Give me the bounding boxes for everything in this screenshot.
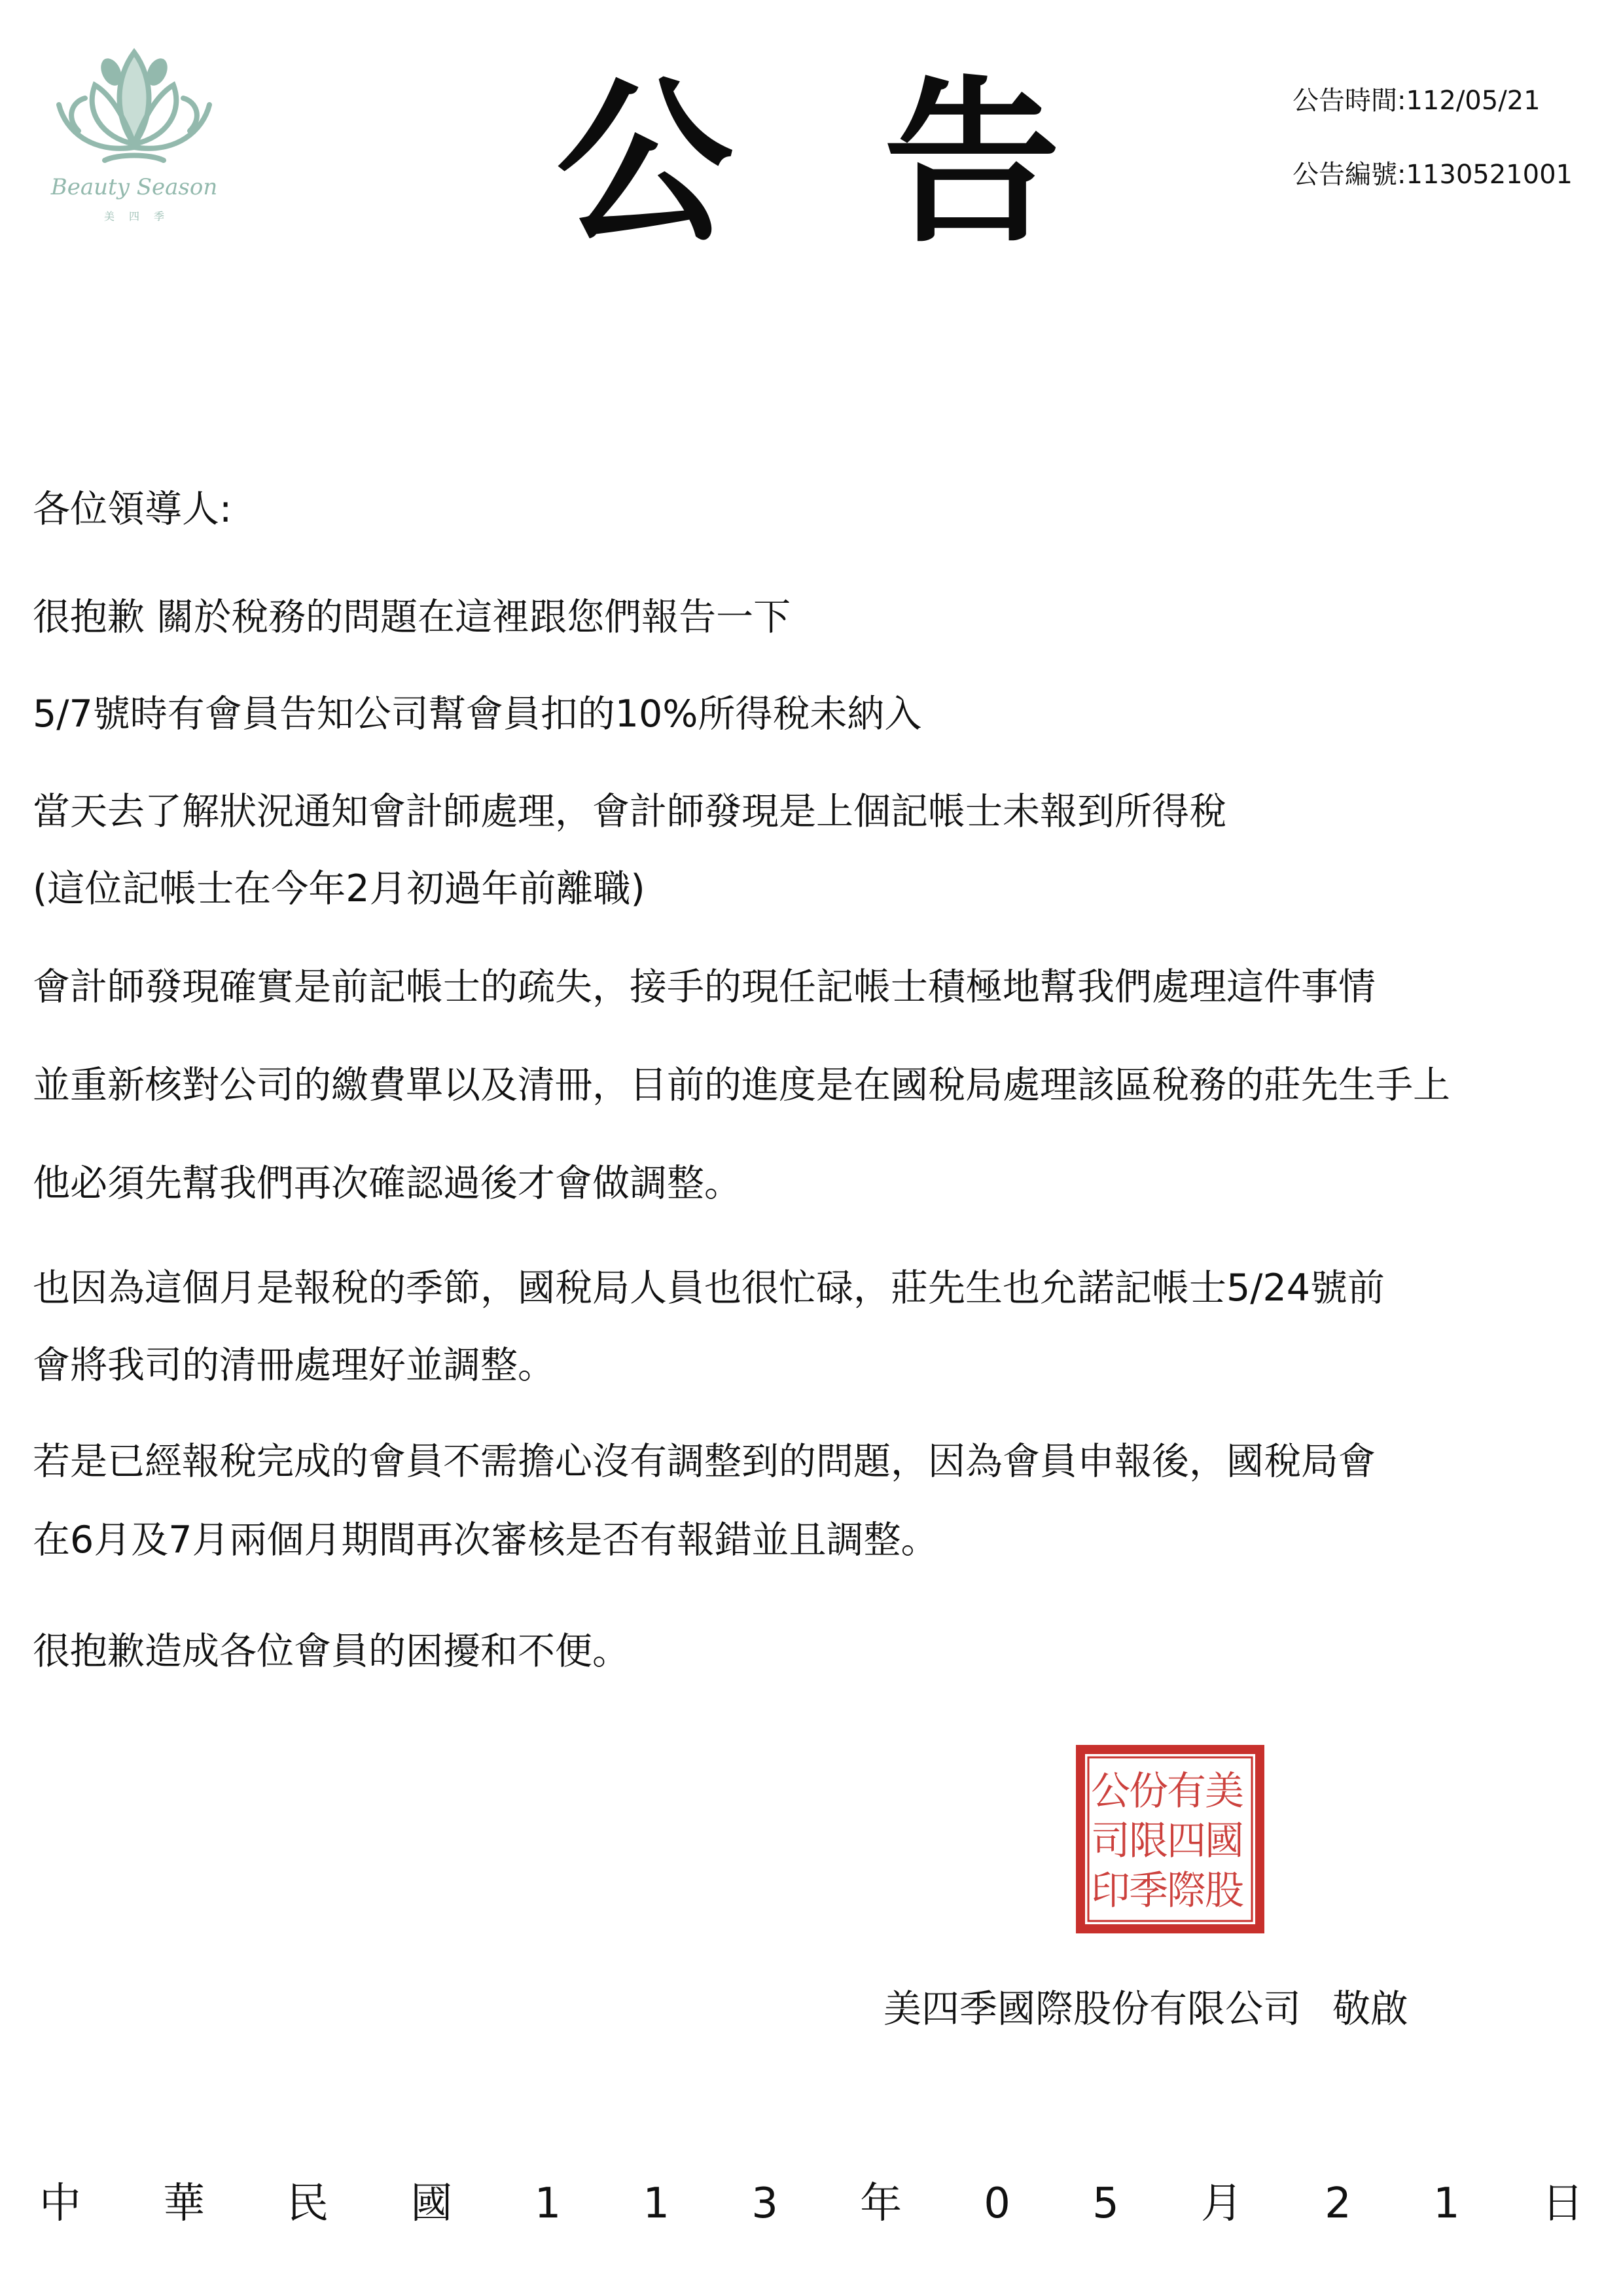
logo-brand-cn: 美四季	[103, 210, 179, 223]
date-char: 2	[1325, 2179, 1351, 2228]
logo-brand-en: Beauty Season	[50, 174, 218, 200]
date-char: 0	[984, 2179, 1010, 2228]
lotus-icon	[39, 39, 229, 170]
body-line: 5/7號時有會員告知公司幫會員扣的10%所得稅未納入	[33, 692, 922, 736]
date-char: 3	[751, 2179, 778, 2228]
title-char-gao: 告	[883, 60, 1060, 266]
body-line: (這位記帳士在今年2月初過年前離職)	[33, 867, 645, 910]
date-char: 5	[1092, 2179, 1119, 2228]
company-seal	[1075, 1744, 1265, 1934]
date-char: 年	[860, 2179, 902, 2228]
company-name: 美四季國際股份有限公司	[883, 1986, 1302, 2031]
body-line: 當天去了解狀況通知會計師處理，會計師發現是上個記帳士未報到所得稅	[33, 790, 1226, 833]
body-line: 若是已經報稅完成的會員不需擔心沒有調整到的問題，因為會員申報後，國稅局會	[33, 1440, 1376, 1483]
body-line: 很抱歉造成各位會員的困擾和不便。	[33, 1630, 630, 1673]
seal-glyph: 限	[1129, 1818, 1168, 1864]
brand-logo	[39, 39, 229, 223]
seal-glyph: 國	[1205, 1818, 1244, 1864]
seal-glyph: 印	[1091, 1868, 1130, 1914]
body-line: 會計師發現確實是前記帳士的疏失，接手的現任記帳士積極地幫我們處理這件事情	[33, 965, 1376, 1009]
body-line: 很抱歉 關於稅務的問題在這裡跟您們報告一下	[33, 596, 791, 639]
roc-date	[39, 2179, 1584, 2235]
body-line: 他必須先幫我們再次確認過後才會做調整。	[33, 1162, 741, 1205]
body-line: 在6月及7月兩個月期間再次審核是否有報錯並且調整。	[33, 1518, 938, 1562]
seal-glyph: 四	[1167, 1818, 1206, 1864]
company-signature	[883, 1986, 1409, 2031]
seal-glyph: 際	[1167, 1868, 1206, 1914]
seal-glyph: 季	[1129, 1868, 1168, 1914]
body-line: 會將我司的清冊處理好並調整。	[33, 1344, 555, 1387]
seal-glyph: 司	[1091, 1818, 1130, 1864]
date-char: 1	[1433, 2179, 1460, 2228]
date-char: 中	[39, 2179, 81, 2228]
closing-word: 敬啟	[1332, 1986, 1409, 2031]
date-char: 華	[163, 2179, 205, 2228]
seal-glyph: 有	[1167, 1768, 1206, 1814]
date-char: 月	[1201, 2179, 1243, 2228]
date-char: 國	[410, 2179, 453, 2228]
notice-number: 公告編號:1130521001	[1293, 160, 1573, 190]
seal-glyph: 股	[1205, 1868, 1244, 1914]
body-line: 也因為這個月是報稅的季節，國稅局人員也很忙碌，莊先生也允諾記帳士5/24號前	[33, 1266, 1385, 1310]
seal-glyph: 美	[1205, 1768, 1244, 1814]
date-char: 1	[534, 2179, 562, 2228]
date-char: 民	[287, 2179, 329, 2228]
notice-time: 公告時間:112/05/21	[1293, 86, 1541, 116]
title-char-gong: 公	[556, 60, 733, 266]
date-char: 日	[1541, 2179, 1584, 2228]
seal-glyph: 份	[1129, 1768, 1168, 1814]
seal-glyph: 公	[1091, 1768, 1130, 1814]
body-line: 並重新核對公司的繳費單以及清冊，目前的進度是在國稅局處理該區稅務的莊先生手上	[33, 1064, 1450, 1107]
greeting: 各位領導人:	[33, 488, 232, 531]
date-char: 1	[643, 2179, 670, 2228]
